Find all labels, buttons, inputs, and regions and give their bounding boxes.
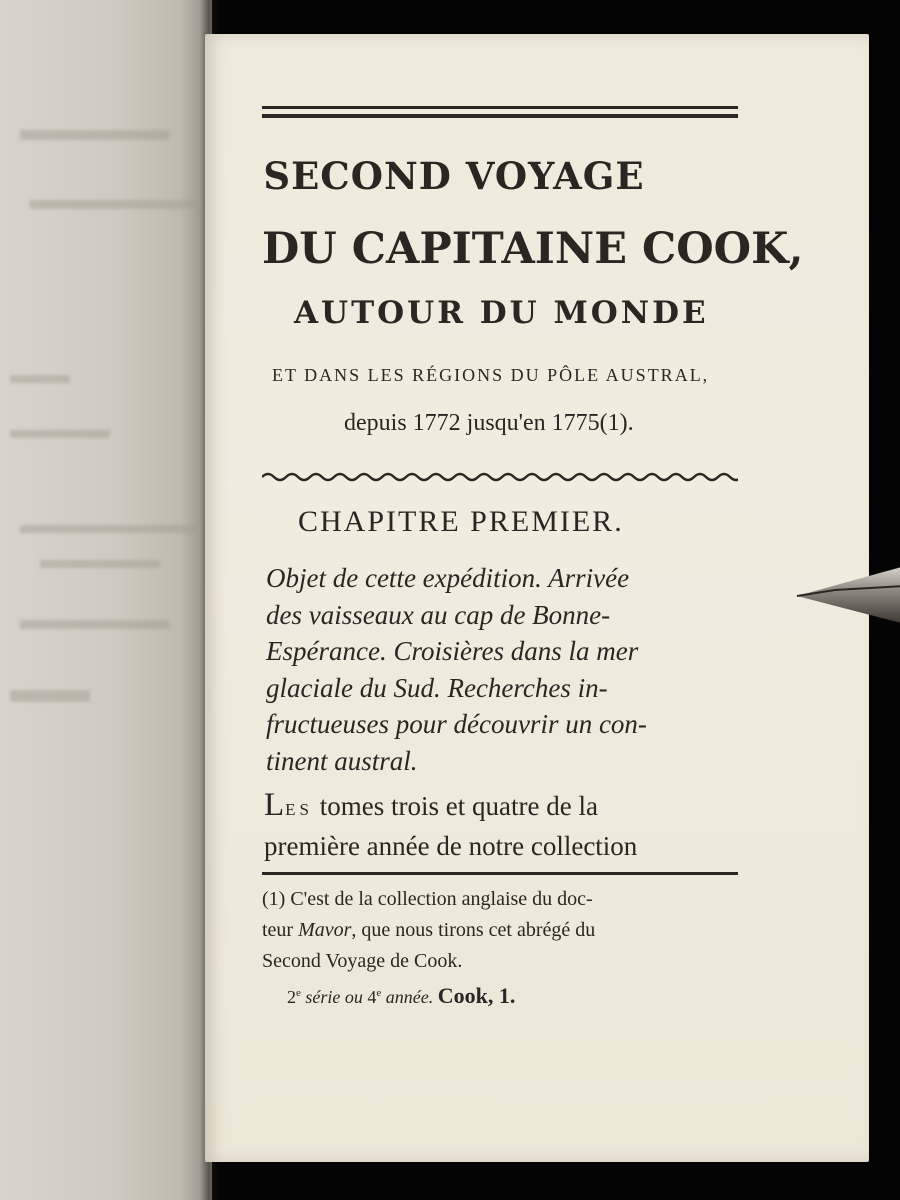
summary-line: Espérance. Croisières dans la mer — [266, 636, 639, 666]
body-line-1 — [264, 787, 744, 828]
footnote — [262, 884, 742, 977]
series-sup: e — [296, 987, 301, 999]
year-text: année. — [385, 987, 434, 1007]
summary-line: fructueuses pour découvrir un con- — [266, 709, 647, 739]
body-text — [264, 787, 744, 864]
footnote-text: teur — [262, 919, 294, 941]
signature-ref: Cook, 1. — [437, 983, 516, 1008]
small-caps: ES — [285, 800, 314, 819]
pen-pointer-icon — [795, 562, 900, 624]
footnote-line-1: (1) C'est de la collection anglaise du doc- — [262, 888, 593, 910]
series-number: 2 — [287, 987, 296, 1007]
footnote-text: , que nous tirons cet abrégé du — [351, 919, 596, 941]
footnote-line-3: Second Voyage de Cook. — [262, 950, 463, 972]
summary-line: des vaisseaux au cap de Bonne- — [266, 599, 611, 630]
title-autour-du-monde: AUTOUR DU MONDE — [294, 295, 709, 331]
drop-cap: L — [264, 787, 286, 823]
title-second-voyage — [0, 154, 900, 198]
summary-line: glaciale du Sud. Recherches in- — [266, 672, 608, 703]
footnote-rule — [262, 872, 738, 875]
year-number: 4 — [367, 987, 377, 1007]
summary-line: tinent austral. — [266, 745, 418, 776]
body-line-1-text: tomes trois et quatre de la — [319, 791, 598, 821]
summary-line: Objet de cette expédition. Arrivée — [266, 563, 630, 593]
title-line-1: SECOND VOYAGE — [263, 154, 645, 198]
wavy-ornament-rule — [262, 470, 738, 484]
body-line-2: première année de notre collection — [264, 831, 638, 861]
title-dates: depuis 1772 jusqu'en 1775(1). — [344, 410, 634, 436]
series-text: série ou — [305, 987, 363, 1007]
year-sup: e — [376, 987, 382, 999]
printer-signature — [287, 983, 515, 1009]
top-double-rule — [262, 106, 738, 120]
footnote-author-name: Mavor — [298, 919, 352, 941]
title-capitaine-cook: DU CAPITAINE COOK, — [262, 224, 804, 274]
footnote-line-2 — [262, 915, 742, 946]
chapter-heading: CHAPITRE PREMIER. — [298, 505, 624, 538]
chapter-summary — [266, 560, 744, 779]
title-regions-pole-austral: ET DANS LES RÉGIONS DU PÔLE AUSTRAL, — [272, 365, 710, 385]
